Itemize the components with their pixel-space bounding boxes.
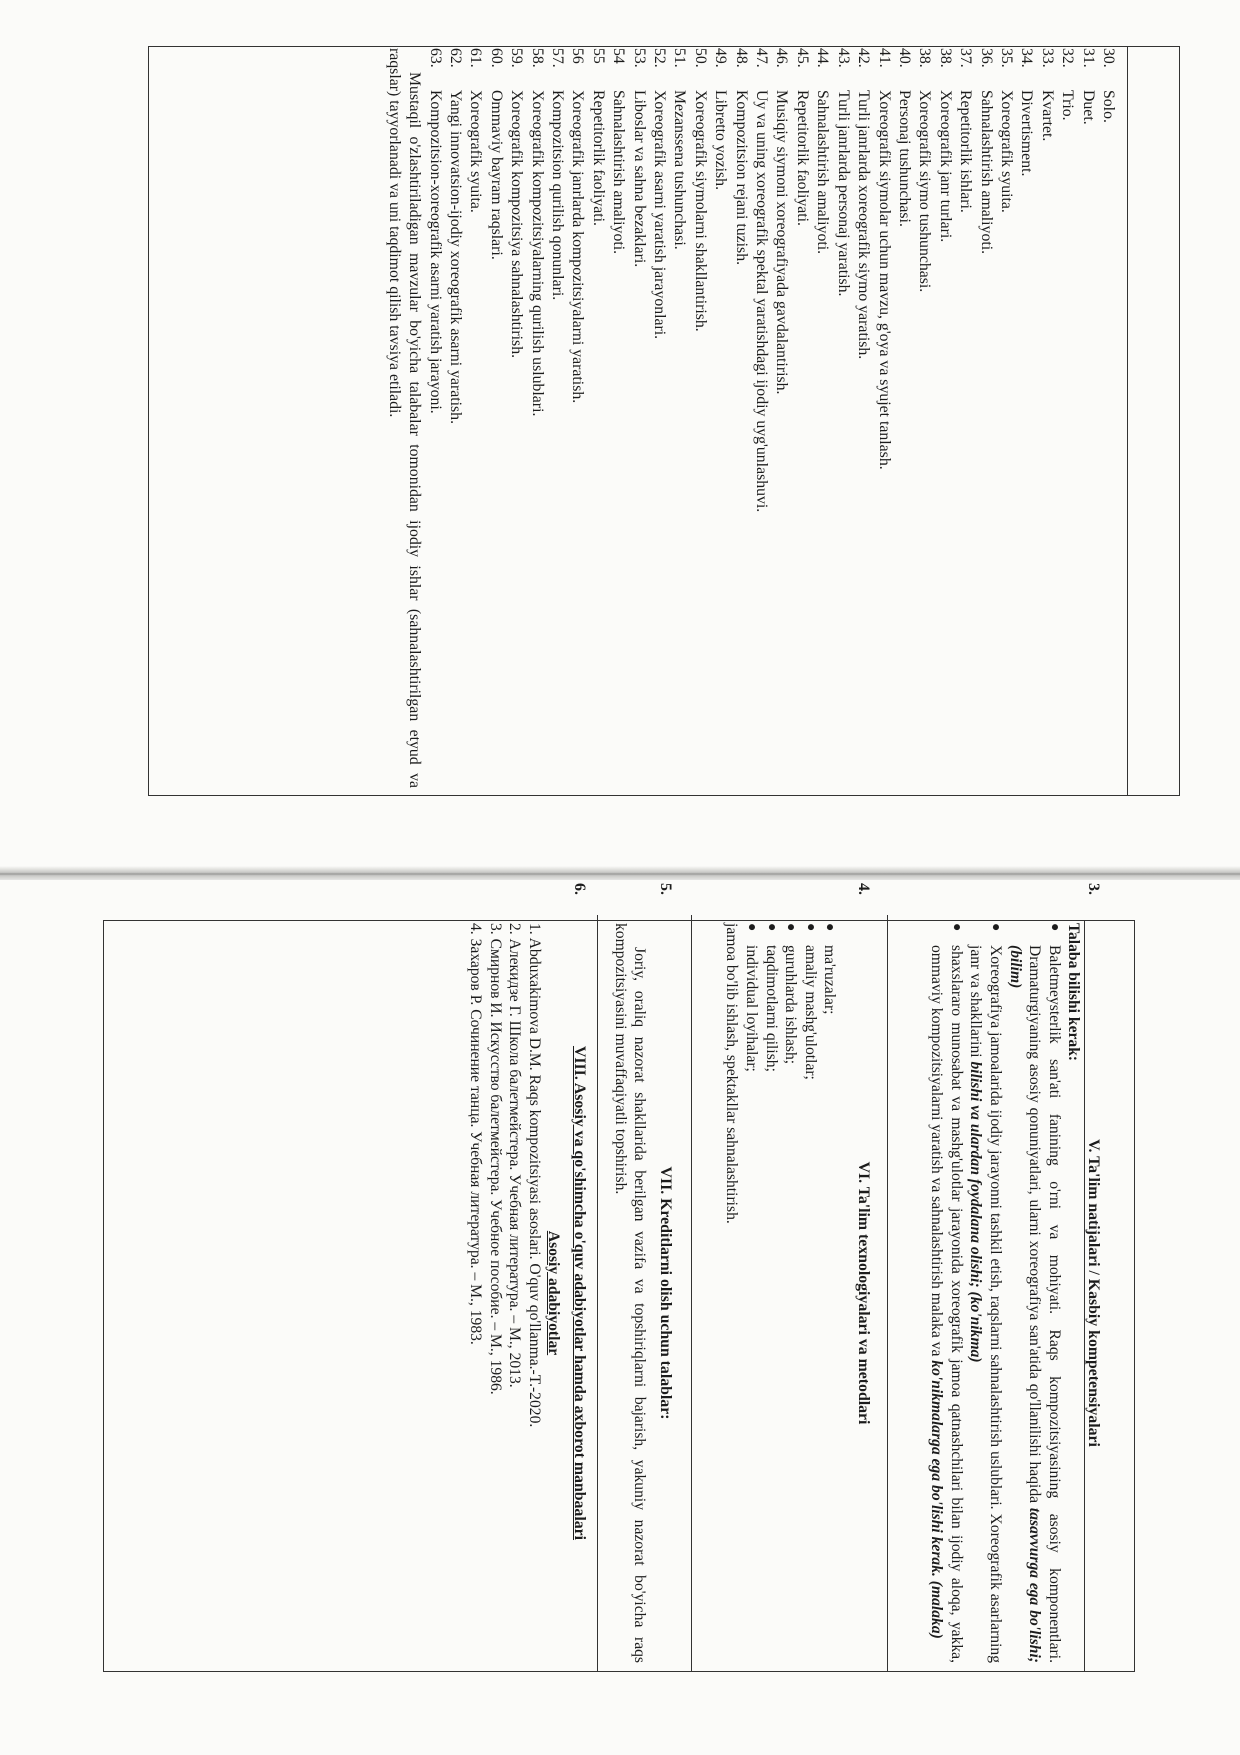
topic-row xyxy=(628,48,648,788)
method-item xyxy=(820,923,840,1663)
topic-row xyxy=(1036,48,1056,788)
topic-text: Repetitorlik faoliyati. xyxy=(589,90,607,226)
method-item xyxy=(800,923,820,1663)
topic-text: Uy va uning xoreografik spektal yaratishdagi ijodiy uyg'unlashuvi. xyxy=(753,90,771,513)
topic-row xyxy=(526,48,546,788)
references-list xyxy=(466,923,544,1663)
reference-item: 4. Захаров Р. Сочинение танца. Учебная литература. – М., 1983. xyxy=(467,923,485,1345)
topic-text: Musiqiy siymoni xoreografiyada gavdalantirish. xyxy=(773,90,791,395)
topic-row xyxy=(832,48,852,788)
bullet-dot-icon: ● xyxy=(1046,923,1062,932)
topic-row xyxy=(955,48,975,788)
bullet-dot-icon: ● xyxy=(783,923,799,932)
topic-row xyxy=(873,48,893,788)
topic-row xyxy=(792,48,812,788)
topic-number: 54 xyxy=(610,48,628,64)
topic-row xyxy=(975,48,995,788)
section-3-number: 3. xyxy=(1085,883,1102,895)
topic-row xyxy=(1057,48,1077,788)
topic-text: Kompozitsion qurilish qonunlari. xyxy=(549,90,567,301)
section-4-title: VI. Ta'lim texnologiyalari va metodlari xyxy=(855,1161,872,1425)
topic-row xyxy=(465,48,485,788)
topic-text: Xoreografik janrlarda kompozitsiyalarni yaratish. xyxy=(569,90,587,404)
outcome-1-text: Baletmeysterlik san'ati fanining o'rni va mohiyati. Raqs kompozitsiyasining asosiy komponentlari. Dramaturgiyaning asosiy qonuniyatlari, ularni xoreografiya san'atida qo'llanilishi haqida xyxy=(1026,945,1063,1663)
section-4 xyxy=(692,883,887,1663)
topic-row xyxy=(669,48,689,788)
outcome-bullet-2 xyxy=(966,923,1005,1663)
topic-text: Duet. xyxy=(1079,90,1097,125)
topic-row xyxy=(608,48,628,788)
section-6-subtitle: Asosiy adabiyotlar xyxy=(545,1230,563,1356)
topic-number: 43. xyxy=(834,48,852,68)
sections-body xyxy=(143,883,1103,1664)
topic-number: 52. xyxy=(651,48,669,68)
topic-number: 61. xyxy=(467,48,485,68)
topic-text: Sahnalashtirish amaliyoti. xyxy=(814,90,832,255)
topic-text: Sahnalashtirish amaliyoti. xyxy=(610,90,628,255)
top-table-column-divider xyxy=(1127,47,1128,795)
reference-item: 1. Abduxakimova D.M. Raqs kompozitsiyasi asoslari. O'quv qo'llanma.-T.-2020. xyxy=(525,923,543,1428)
method-item-text: amaliy mashg'ulotlar; xyxy=(801,945,819,1080)
topic-text: Xoreografik kompozitsiyalarning qurilish uslublari. xyxy=(528,90,546,417)
section-3-lead: Talaba bilishi kerak: xyxy=(1065,923,1083,1062)
topic-number: 51. xyxy=(671,48,689,68)
topic-text: Xoreografik janr turlari. xyxy=(936,90,954,243)
topic-row xyxy=(730,48,750,788)
topic-text: Repetitorlik faoliyati. xyxy=(793,90,811,226)
topic-number: 35. xyxy=(997,48,1015,68)
topic-number: 32. xyxy=(1059,48,1077,68)
outcome-3-text: shaxslararo munosabat va mashg'ulotlar jarayonida xoreografik jamoa qatnashchilari bilan ijodiy aloqa, yakka, ommaviy kompozitsiyalarni yaratish va sahnalashtirish malaka va xyxy=(928,945,965,1663)
topic-text: Xoreografik asarni yaratish jarayonlari. xyxy=(651,90,669,340)
topic-number: 34. xyxy=(1018,48,1036,68)
topic-row xyxy=(1098,48,1118,788)
topic-row xyxy=(934,48,954,788)
topic-row xyxy=(751,48,771,788)
topic-number: 30. xyxy=(1100,48,1117,68)
methods-list xyxy=(741,923,839,1663)
bottom-page xyxy=(0,880,1240,1755)
topic-number: 40. xyxy=(895,48,913,68)
method-item-text: individual loyihalar; xyxy=(743,945,761,1072)
topic-row xyxy=(567,48,587,788)
topic-text: Xoreografik siymolarni shakllantirish. xyxy=(691,90,709,332)
section-6-title: VIII. Asosiy va qo'shimcha o'quv adabiyotlar hamda axborot manbaalari xyxy=(571,1045,589,1541)
bullet-dot-icon: ● xyxy=(988,923,1004,932)
topic-text: Trio. xyxy=(1059,90,1077,121)
topic-number: 38. xyxy=(916,48,934,68)
section-5-number: 5. xyxy=(656,883,674,895)
topic-text: Divertisment. xyxy=(1018,90,1036,177)
topic-row xyxy=(710,48,730,788)
topic-number: 37. xyxy=(957,48,975,68)
method-item xyxy=(781,923,801,1663)
outcome-2-text: Xoreografiya jamoalarida ijodiy jarayonni tashkil etish, raqslarni sahnalashtirish uslublari. Xoreografik asarlarning janr va shakllarini xyxy=(967,945,1005,1663)
topic-row xyxy=(1077,48,1097,788)
topic-number: 56 xyxy=(569,48,587,64)
section-5-title: VII. Kreditlarni olish uchun talablar: xyxy=(656,1166,674,1420)
topic-row xyxy=(996,48,1016,788)
section-3-title: V. Ta'lim natijalari / Kasbiy kompetensiyalari xyxy=(1085,1139,1102,1447)
topic-row xyxy=(853,48,873,788)
topic-text: Kompozitsion rejani tuzish. xyxy=(732,90,750,266)
method-item-text: guruhlarda ishlash; xyxy=(782,945,800,1065)
topic-text: Yangi innovatsion-ijodiy xoreografik asarni yaratish. xyxy=(447,90,464,425)
topic-text: Kvartet. xyxy=(1038,90,1056,142)
method-item xyxy=(741,923,761,1663)
topic-text: Turli janrlarda xoreografik siymo yaratish. xyxy=(855,90,873,360)
topic-text: Sahnalashtirish amaliyoti. xyxy=(977,90,995,255)
section-4-number: 4. xyxy=(855,883,872,895)
topic-row xyxy=(485,48,505,788)
topic-number: 48. xyxy=(732,48,750,68)
top-page xyxy=(0,0,1240,870)
topic-row xyxy=(587,48,607,788)
bullet-dot-icon: ● xyxy=(802,923,818,932)
topics-closing-paragraph: Mustaqil o'zlashtiriladigan mavzular bo'yicha talabalar tomonidan ijodiy ishlar (sahnalashtirilgan etyud va raqslar) tayyorlanadi va uni taqdimot qilish tavsiya etiladi. xyxy=(385,48,424,788)
section-6-number: 6. xyxy=(571,883,589,895)
section-5 xyxy=(598,883,691,1663)
topic-row xyxy=(771,48,791,788)
topic-text: Solo. xyxy=(1100,90,1117,123)
outcome-3-emphasis: ko'nikmalarga ega bo'lishi kerak. (malaka) xyxy=(928,1360,946,1639)
section-6 xyxy=(466,883,598,1663)
topic-row xyxy=(812,48,832,788)
topic-text: Xoreografik siymo tushunchasi. xyxy=(916,90,934,293)
topic-row xyxy=(445,48,465,788)
method-item-text: taqdimotlarni qilish; xyxy=(762,945,780,1072)
methods-closing: jamoa bo'lib ishlash, spektakllar sahnalashtirish. xyxy=(723,923,741,1224)
topic-number: 45. xyxy=(793,48,811,68)
topic-row xyxy=(1016,48,1036,788)
topic-number: 50. xyxy=(691,48,709,68)
topic-number: 63. xyxy=(426,48,444,68)
bullet-dot-icon: ● xyxy=(744,923,760,932)
topic-row xyxy=(894,48,914,788)
topic-number: 60. xyxy=(487,48,505,68)
topic-row xyxy=(547,48,567,788)
topic-text: Liboslar va sahna bezaklari. xyxy=(630,90,648,268)
topic-text: Xoreografik kompozitsiya sahnalashtirish. xyxy=(508,90,526,359)
bullet-dot-icon: ● xyxy=(822,923,838,932)
topic-row xyxy=(649,48,669,788)
outcome-2-emphasis: bilishi va ulardan foydalana olishi; (ko'nikma) xyxy=(967,1061,985,1363)
topic-number: 41. xyxy=(875,48,893,68)
topic-text: Mezanssena tushunchasi. xyxy=(671,90,689,250)
topic-number: 49. xyxy=(712,48,730,68)
topic-text: Personaj tushunchasi. xyxy=(895,90,913,227)
topic-number: 31. xyxy=(1079,48,1097,68)
topic-number: 57. xyxy=(549,48,567,68)
topic-text: Xoreografik syuita. xyxy=(997,90,1015,213)
topic-number: 38. xyxy=(936,48,954,68)
topic-number: 47. xyxy=(753,48,771,68)
topics-list xyxy=(148,48,1118,788)
method-item xyxy=(761,923,781,1663)
topic-text: Xoreografik siymolar uchun mavzu, g'oya va syujet tanlash. xyxy=(875,90,893,470)
bullet-dot-icon: ● xyxy=(763,923,779,932)
bullet-dot-icon: ● xyxy=(948,923,964,932)
topic-number: 42. xyxy=(855,48,873,68)
reference-item: 2. Алекидзе Г. Школа балетмейстера. Учебная литература. – М., 2013. xyxy=(506,923,524,1388)
topic-text: Ommaviy bayram raqslari. xyxy=(487,90,505,260)
topic-number: 46. xyxy=(773,48,791,68)
topic-number: 36. xyxy=(977,48,995,68)
topic-row xyxy=(424,48,444,788)
topic-text: Libretto yozish. xyxy=(712,90,730,191)
outcome-bullet-1 xyxy=(1005,923,1064,1663)
section-3 xyxy=(888,883,1103,1664)
topic-number: 59. xyxy=(508,48,526,68)
topic-number: 58. xyxy=(528,48,546,68)
section-5-text: Joriy, oraliq nazorat shakllarida berilgan vazifa va topshiriqlarni bajarish, yakuniy nazorat bo'yicha raqs kompozitsiyasini muvaffaqiyatli topshirish. xyxy=(611,923,649,1663)
method-item-text: ma'ruzalar; xyxy=(821,945,839,1015)
topic-text: Xoreografik syuita. xyxy=(467,90,485,213)
outcome-1-emphasis: tasavvurga ega bo'lishi; (bilim) xyxy=(1006,945,1044,1664)
topic-number: 62. xyxy=(447,48,464,68)
topic-row xyxy=(914,48,934,788)
topic-row xyxy=(506,48,526,788)
reference-item: 3. Смирнов И. Искусство балетмейстера. Учебное пособие. – М., 1986. xyxy=(486,923,504,1395)
topic-number: 44. xyxy=(814,48,832,68)
topic-number: 55 xyxy=(589,48,607,64)
topic-text: Kompozitsion-xoreografik asarni yaratish jarayoni. xyxy=(426,90,444,414)
topic-text: Turli janrlarda personaj yaratish. xyxy=(834,90,852,297)
topic-row xyxy=(689,48,709,788)
topic-number: 53. xyxy=(630,48,648,68)
outcome-bullet-3 xyxy=(927,923,966,1663)
topic-text: Repetitorlik ishlari. xyxy=(957,90,975,213)
topic-number: 33. xyxy=(1038,48,1056,68)
